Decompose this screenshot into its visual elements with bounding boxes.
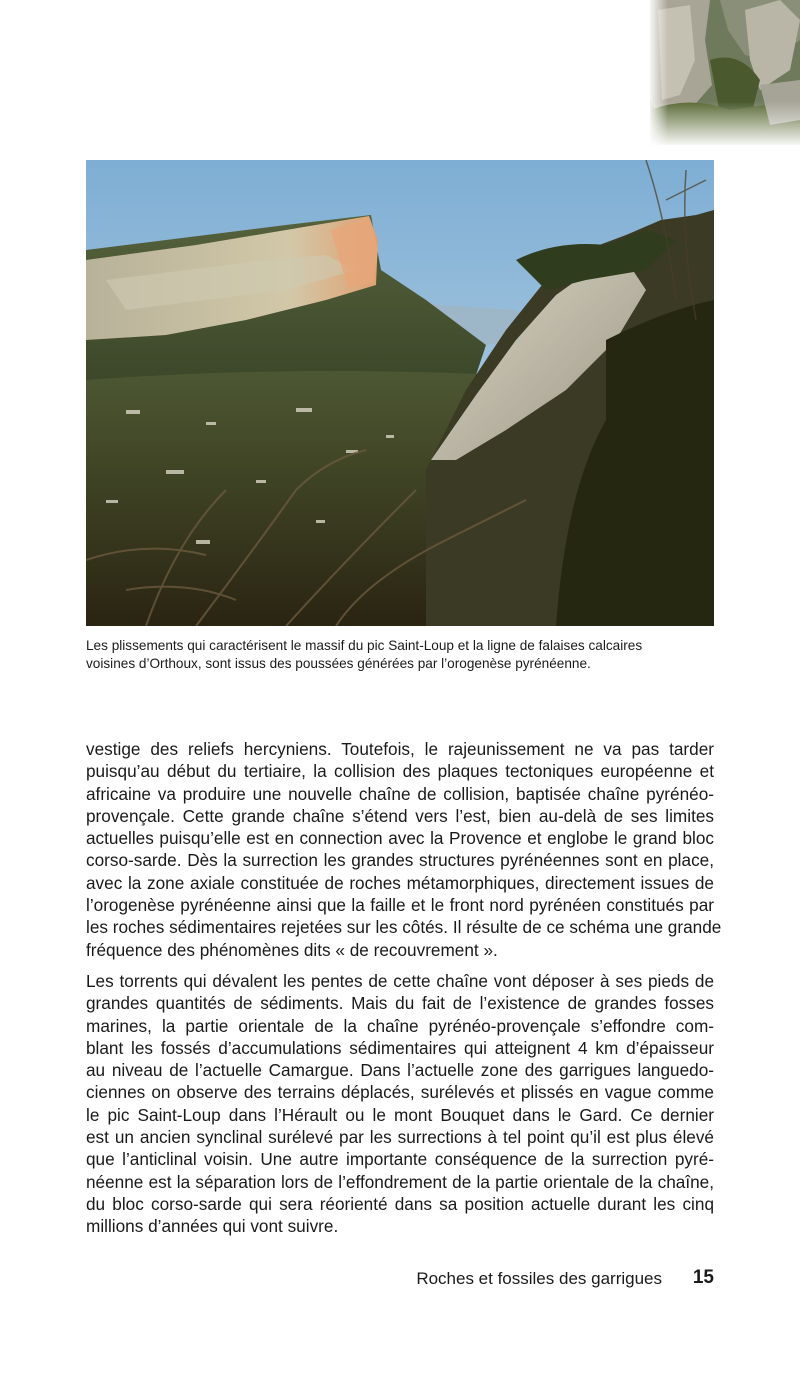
text-line: puisqu’au début du tertiaire, la collision des plaques tectoniques européenne et (86, 761, 714, 782)
text-line: le pic Saint-Loup dans l’Hérault ou le mont Bouquet dans le Gard. Ce dernier (86, 1104, 714, 1125)
text-line: est un ancien synclinal surélevé par les surrections à tel point qu’il est plus élevé (86, 1127, 714, 1148)
text-line: Les torrents qui dévalent les pentes de cette chaîne vont déposer à ses pieds de (86, 970, 714, 991)
text-line: ciennes on observe des terrains déplacés, surélevés et plissés en vague comme (86, 1082, 714, 1103)
corner-photo (650, 0, 800, 145)
main-photo (86, 160, 714, 626)
paragraph-1 (86, 738, 722, 961)
page-number: 15 (692, 1267, 714, 1288)
text-line: l’orogenèse pyrénéenne ainsi que la faille et le front nord pyrénéen constitués par (86, 895, 714, 916)
text-line: au niveau de l’actuelle Camargue. Dans l’actuelle zone des garrigues languedo- (86, 1060, 714, 1081)
text-line: néenne est la séparation lors de l’effondrement de la partie orientale de la chaîne, (86, 1171, 714, 1192)
text-line: corso-sarde. Dès la surrection les grandes structures pyrénéennes sont en place, (86, 850, 714, 871)
text-line: avec la zone axiale constituée de roches métamorphiques, directement issues de (86, 872, 714, 893)
body-text (86, 738, 722, 1247)
caption-line: voisines d’Orthoux, sont issus des poussées générées par l’orogenèse pyrénéenne. (86, 656, 591, 671)
text-line: millions d’années qui vont suivre. (86, 1216, 339, 1237)
text-line: les roches sédimentaires rejetées sur les côtés. Il résulte de ce schéma une grande (86, 917, 722, 938)
text-line: provençale. Cette grande chaîne s’étend vers l’est, bien au-delà de ses limites (86, 805, 714, 826)
text-line: actuelles puisqu’elle est en connection avec la Provence et englobe le grand bloc (86, 828, 714, 849)
text-line: blant les fossés d’accumulations sédimentaires qui atteignent 4 km d’épaisseur (86, 1037, 714, 1058)
text-line: du bloc corso-sarde qui sera réorienté dans sa position actuelle durant les cinq (86, 1193, 714, 1214)
text-line: africaine va produire une nouvelle chaîne de collision, baptisée chaîne pyrénéo- (86, 783, 714, 804)
text-line: que l’anticlinal voisin. Une autre importante conséquence de la surrection pyré- (86, 1149, 714, 1170)
paragraph-2 (86, 970, 714, 1238)
text-line: fréquence des phénomènes dits « de recouvrement ». (86, 939, 498, 960)
caption-line: Les plissements qui caractérisent le massif du pic Saint-Loup et la ligne de falaises calcaires (86, 638, 643, 653)
running-footer-title: Roches et fossiles des garrigues (416, 1269, 662, 1288)
text-line: vestige des reliefs hercyniens. Toutefois, le rajeunissement ne va pas tarder (86, 739, 714, 759)
photo-caption (86, 637, 714, 673)
text-line: marines, la partie orientale de la chaîne pyrénéo-provençale s’effondre com- (86, 1015, 714, 1036)
text-line: grandes quantités de sédiments. Mais du fait de l’existence de grandes fosses (86, 993, 714, 1014)
